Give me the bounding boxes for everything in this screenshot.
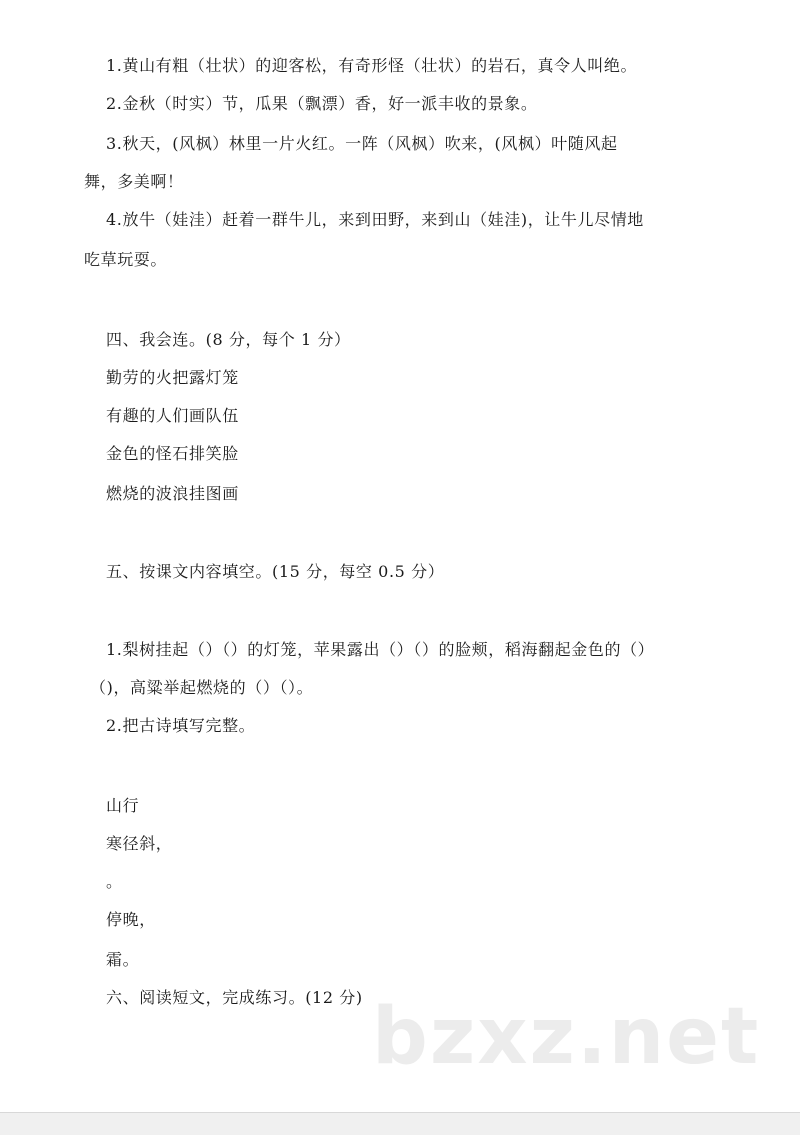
- fill-blank-q1-line1: 1.梨树挂起（）（）的灯笼，苹果露出（）（）的脸颊，稻海翻起金色的（）: [106, 640, 655, 659]
- match-item: 有趣的人们画队伍: [106, 406, 239, 425]
- page-bottom-bar: [0, 1112, 800, 1135]
- match-item: 勤劳的火把露灯笼: [106, 368, 239, 387]
- q3-item-4: 4.放牛（娃洼）赶着一群牛儿，来到田野，来到山（娃洼)，让牛儿尽情地: [106, 210, 644, 229]
- fill-blank-q1-line2: （)，高粱举起燃烧的（）（）。: [90, 678, 314, 697]
- q3-item-3-cont: 舞，多美啊！: [84, 172, 184, 191]
- q3-item-4-cont: 吃草玩耍。: [84, 250, 168, 269]
- q3-item-3: 3.秋天，(风枫）林里一片火红。一阵（风枫）吹来，(风枫）叶随风起: [106, 134, 618, 153]
- match-item: 金色的怪石排笑脸: [106, 444, 239, 463]
- section6-heading: 六、阅读短文，完成练习。(12 分): [106, 988, 363, 1007]
- poem-line: 霜。: [106, 950, 140, 969]
- section5-heading: 五、按课文内容填空。(15 分，每空 0.5 分）: [106, 562, 445, 581]
- poem-line: 。: [106, 872, 123, 891]
- poem-title: 山行: [106, 796, 140, 815]
- fill-blank-q2: 2.把古诗填写完整。: [106, 716, 256, 735]
- poem-line: 寒径斜，: [106, 834, 173, 853]
- q3-item-2: 2.金秋（时实）节，瓜果（飘漂）香，好一派丰收的景象。: [106, 94, 538, 113]
- q3-item-1: 1.黄山有粗（壮状）的迎客松，有奇形怪（壮状）的岩石，真令人叫绝。: [106, 56, 638, 75]
- poem-line: 停晚，: [106, 910, 156, 929]
- section4-heading: 四、我会连。(8 分，每个 1 分）: [106, 330, 351, 349]
- match-item: 燃烧的波浪挂图画: [106, 484, 239, 503]
- watermark-logo: bzxz.net: [372, 992, 761, 1082]
